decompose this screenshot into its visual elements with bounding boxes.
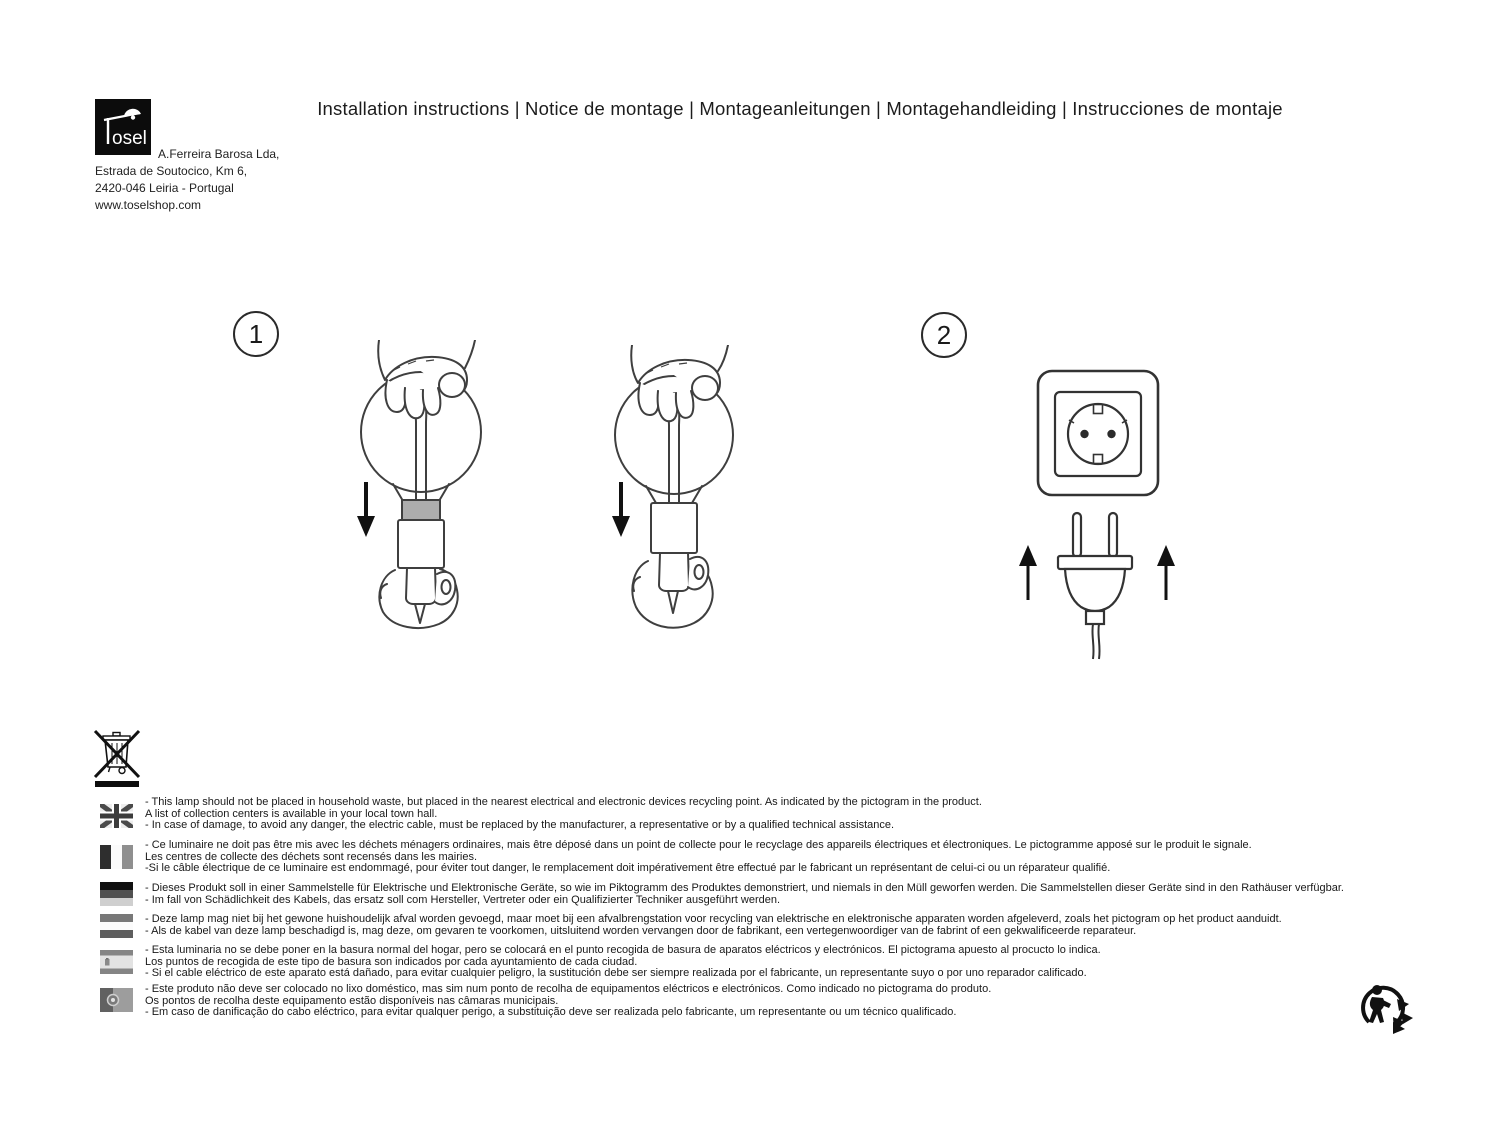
tosel-lamp-logo-icon <box>95 99 151 155</box>
step-2-badge <box>921 312 967 358</box>
uk-flag-icon <box>100 804 133 828</box>
notice-nl-line: - Deze lamp mag niet bij het gewone huishoudelijk afval worden gevoegd, maar moet bij een afvalbrengstation voor recycling van elektrische en elektronische apparaten worden afgeleverd, zoals het pictogram op het product aanduidt. <box>145 913 1282 925</box>
notice-pt-line: - Este produto não deve ser colocado no lixo doméstico, mas sim num ponto de recolha de equipamentos eléctricos e electrónicos. Como indicado no pictograma do produto. <box>145 983 992 995</box>
germany-flag-icon <box>100 882 133 906</box>
wall-socket-illustration <box>1036 369 1160 497</box>
notice-es <box>145 945 1101 980</box>
website-url: www.toselshop.com <box>95 198 202 212</box>
notice-es-line: - Esta luminaria no se debe poner en la basura normal del hogar, pero se colocará en el punto recogida de basura de aparatos eléctricos y electrónicos. El pictograma apuesto al procucto lo indica. <box>145 944 1101 956</box>
portugal-flag-icon <box>100 988 133 1012</box>
triman-recycling-icon <box>1357 977 1415 1041</box>
notice-de-line: - Dieses Produkt soll in einer Sammelstelle für Elektrische und Elektronische Geräte, so wie im Piktogramm des Produktes demonstriert, und niemals in den Müll geworfen werden. Die Sammelstellen dieser Geräte sind in den Rathäuser verfügbar. <box>145 882 1344 894</box>
logo-text: osel <box>112 128 147 149</box>
notice-es-line: Los puntos de recogida de este tipo de basura son indicados por cada ayuntamiento de cada ciudad. <box>145 955 638 968</box>
step-2-number: 2 <box>936 319 952 350</box>
step-1-number: 1 <box>248 318 264 349</box>
notice-pt-line: Os pontos de recolha deste equipamento estão disponíveis nas câmaras municipais. <box>145 994 559 1007</box>
plug-illustration <box>1053 511 1143 661</box>
notice-fr-line: - Ce luminaire ne doit pas être mis avec les déchets ménagers ordinaires, mais être déposé dans un point de collecte pour le recyclage des appareils électriques et électroniques. Le pictogramme apposé sur le produit le signale. <box>145 839 1252 851</box>
notice-en <box>145 797 982 832</box>
notice-fr-line: Les centres de collecte des déchets sont recensés dans les mairies. <box>145 850 478 863</box>
step-1-badge <box>233 311 279 357</box>
notice-es-line: - Si el cable eléctrico de este aparato está dañado, para evitar cualquier peligro, la sustitución debe ser siempre realizada por el fabricante, un representante suyo o por uno reparador calificado. <box>145 967 1087 980</box>
netherlands-flag-icon <box>100 914 133 938</box>
page-title: Installation instructions | Notice de montage | Montageanleitungen | Montagehandleiding | Instrucciones de montaje <box>317 98 1283 119</box>
company-name: A.Ferreira Barosa Lda, <box>158 147 280 161</box>
address-line-street: Estrada de Soutocico, Km 6, <box>95 164 248 178</box>
notice-nl-line: - Als de kabel van deze lamp beschadigd is, mag deze, om gevaren te voorkomen, uitsluitend worden vervangen door de fabrikant, een vertegenwoordiger van de fabrint of een gekwalificeerde reparateur. <box>145 924 1137 937</box>
down-arrow-icon <box>356 482 376 537</box>
notice-en-line: A list of collection centers is available in your local town hall. <box>145 807 438 820</box>
notice-fr-line: -Si le câble électrique de ce luminaire est endommagé, pour éviter tout danger, le remplacement doit impérativement être effectué par le fabricant un représentant de celui-ci ou un réparateur qualifié. <box>145 862 1111 875</box>
up-arrow-icon <box>1018 545 1038 600</box>
up-arrow-icon <box>1156 545 1176 600</box>
notice-en-line: - In case of damage, to avoid any danger, the electric cable, must be replaced by the manufacturer, a representative or by a qualified technical assistance. <box>145 819 895 832</box>
spain-flag-icon <box>100 950 133 974</box>
address-line-city: 2420-046 Leiria - Portugal <box>95 181 234 195</box>
notice-en-line: - This lamp should not be placed in household waste, but placed in the nearest electrical and electronic devices recycling point. As indicated by the pictogram in the product. <box>145 796 982 808</box>
notice-fr <box>145 840 1252 875</box>
france-flag-icon <box>100 845 133 869</box>
down-arrow-icon <box>611 482 631 537</box>
notice-pt <box>145 984 991 1019</box>
notice-pt-line: - Em caso de danificação do cabo eléctrico, para evitar qualquer perigo, a substituição deve ser realizada pelo fabricante, um representante ou um técnico qualificado. <box>145 1006 957 1019</box>
notice-de <box>145 883 1344 906</box>
notice-de-line: - Im fall von Schädlichkeit des Kabels, das ersatz soll com Hersteller, Vertreter oder ein Qualifizierter Techniker ausgeführt werden. <box>145 893 781 906</box>
weee-crossed-bin-icon <box>93 727 143 787</box>
notice-nl <box>145 914 1282 937</box>
